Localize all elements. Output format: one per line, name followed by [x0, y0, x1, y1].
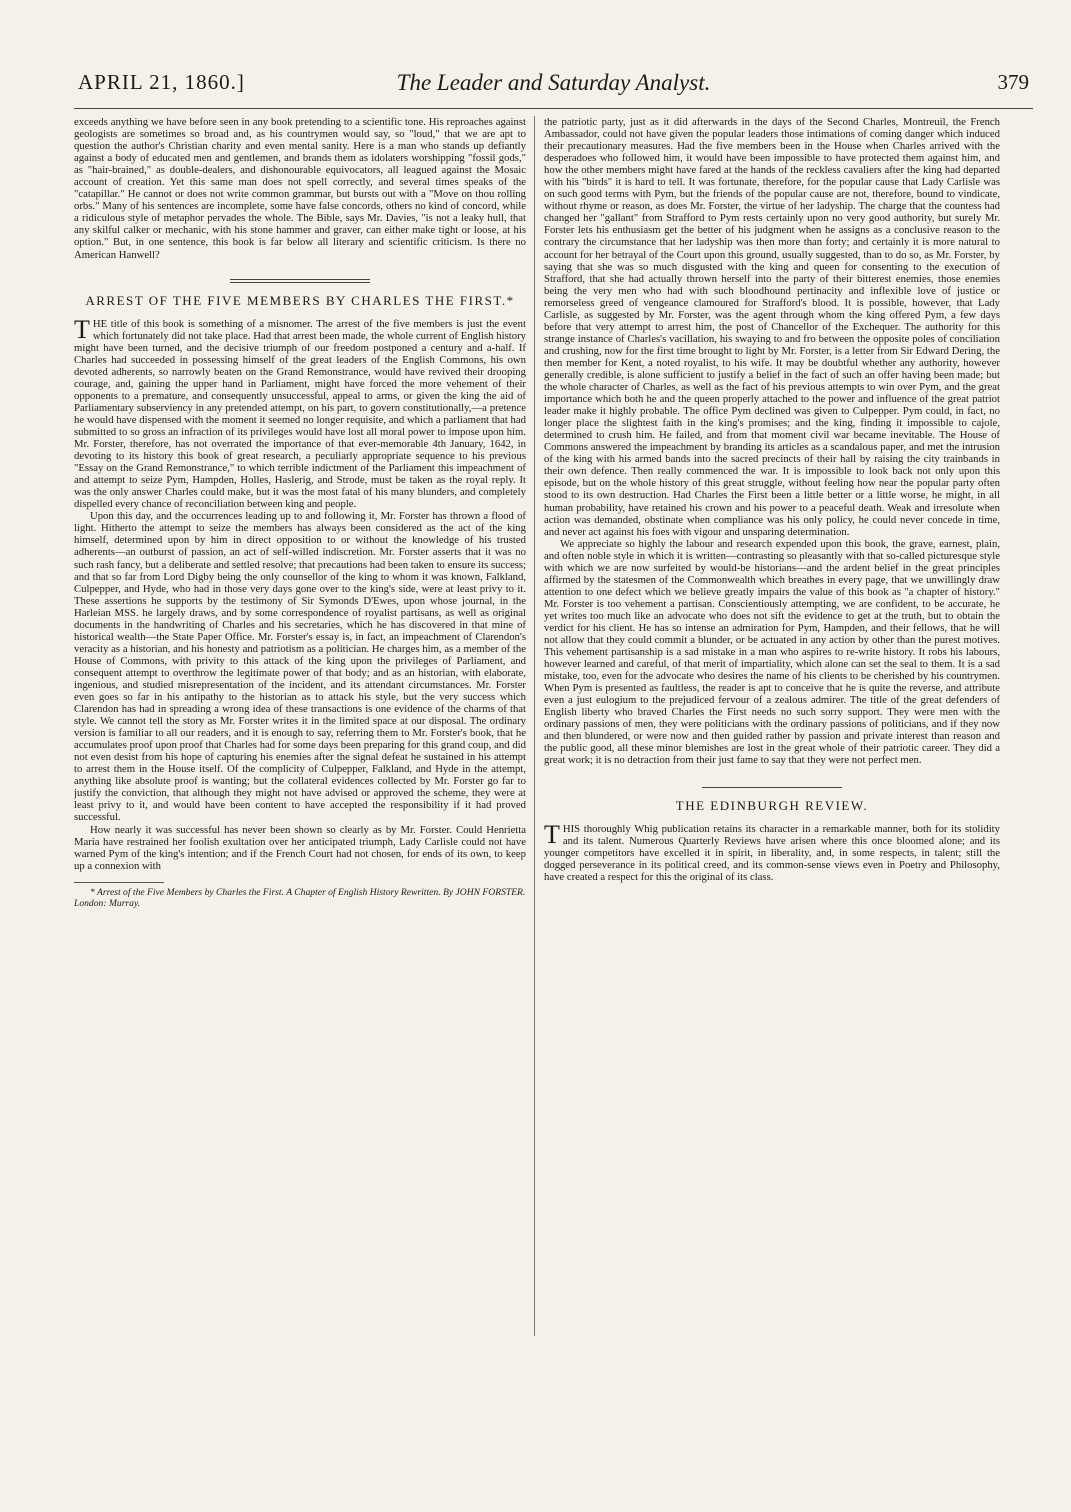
paragraph-text: HIS thoroughly Whig publication retains its character in a remarkable manner, both for its stolidity and its talent. Numerous Quarterly Reviews have arisen where this once bloomed alone; and its younger competitors have excelled it in spirit, in liberality, and, in some respects, in talent; still the dogged perseverance in its political creed, and its common-sense views even in Poetry and Philosophy, have created a respect for this the original of its class. — [544, 822, 1000, 883]
section-divider — [702, 787, 842, 788]
page-number: 379 — [997, 70, 1029, 94]
publication-title: The Leader and Saturday Analyst. — [396, 70, 711, 95]
left-column — [74, 116, 526, 1498]
continued-paragraph: the patriotic party, just as it did afterwards in the days of the Second Charles, Montreuil, the French Ambassador, could not have given the popular leaders those intimations of coming danger which induced their precautionary measures. Had the five members been in the House when Charles arrived with the desperadoes who followed him, it would have been impossible to have protected them against him, and how the other members might have fared at the hands of the reckless cavaliers after the king had departed with his "birds" it is hard to tell. It was fortunate, therefore, for the popular cause that Lady Carlisle was on such good terms with Pym, but the friends of the popular cause are not, therefore, bound to vindicate, without rhyme or reason, as does Mr. Forster, the virtue of her ladyship. The charge that the countess had changed her "gallant" from Strafford to Pym rests certainly upon no very good authority, but surely Mr. Forster lets his enthusiasm get the better of his judgment when he assigns as a conclusive reason to the contrary the circumstance that her ladyship was then more than forty; and certainly it is more natural to account for her betrayal of the Court upon this ground, usually suggested, than to do so, as Mr. Forster, by saying that she was so much disgusted with the king and queen for consenting to the execution of Strafford, that she had actually thrown herself into the party of their bitterest enemies, those enemies being the very men who had with such bloodhound pertinacity and inflexible love of justice or remorseless greed of vengeance clamoured for Strafford's blood. It is possible, however, that Lady Carlisle, as suggested by Mr. Forster, was the agent through whom the king offered Pym, a few days before that very attempt to arrest him, the post of Chancellor of the Exchequer. The authority for this strange instance of Charles's vacillation, his swaying to and fro between the opposite poles of conciliation and crushing, now for the first time brought to light by Mr. Forster, is a letter from Sir Edward Dering, the then member for Kent, a noted royalist, to his wife. It may be doubtful whether any authority, however generally credible, is alone sufficient to justify a belief in the fact of such an offer having been made; but the whole character of Charles, as well as the fact of his previous attempts to win over Pym, and the great importance which both he and the queen properly attached to the power and influence of the great patriot leader make it highly probable. The office Pym declined was given to Culpepper. Pym could, in fact, no longer place the slightest faith in the king's promises; and the king, finding it impossible to cajole, determined to crush him. He failed, and from that moment civil war became inevitable. The House of Commons answered the impeachment by branding its articles as a scandalous paper, and met the intrusion of the king with his armed bands into the sacred precincts of their hall by raising the city trainbands in their own defence. Then really commenced the war. It is impossible to look back not only upon this episode, but on the whole history of this great struggle, without feeling how near the popular party often stood to its own destruction. Had Charles the First been a little better or a little worse, he might, in all human probability, have retained his crown and his power to a peaceful death. Weak and irresolute when action was demanded, obstinate when compliance was his only policy, he could never concede in time, and never act against his foes with vigour and unsparing determination. — [544, 116, 1000, 538]
footnote-rule — [74, 882, 164, 883]
column-divider — [534, 116, 535, 1336]
drop-cap: T — [544, 819, 560, 849]
right-column — [544, 116, 1000, 1498]
continued-paragraph: exceeds anything we have before seen in any book pretending to a scientific tone. His reproaches against geologists are sometimes so broad and, as his countrymen would say, so "loud," that we are apt to question the author's Christian charity and even mental sanity. Here is a man who stands up defiantly against a body of educated men and gentlemen, and brands them as idolaters worshipping "fossil gods," as "hair-brained," as double-dealers, and dishonourable equivocators, all leagued against the Mosaic account of creation. Yet this same man does not spell correctly, and several times speaks of the "catapillar." He cannot or does not write common grammar, but bursts out with a "Move on thou rolling orbs." Many of his sentences are incomplete, some have false concords, others no kind of concord, while a ridiculous style of metaphor pervades the whole. The Bible, says Mr. Davies, "is not a leaky hull, that any skilful calker or mechanic, with his stone hammer and graver, can either make tight or loose, at his option." But, in one sentence, this book is far below all literary and scientific criticism. Is there no American Hanwell? — [74, 116, 526, 261]
page-header — [78, 70, 1029, 104]
article-paragraph — [74, 314, 526, 511]
paragraph-text: HE title of this book is something of a misnomer. The arrest of the five members is just the event which fortunately did not take place. Had that arrest been made, the whole current of English history might have been turned, and the decisive triumph of our freedom postponed a century and a-half. If Charles had succeeded in possessing himself of the great leaders of the English Commons, his own devoted adherents, so narrowly beaten on the Grand Remonstrance, would have revived their drooping courage, and, gaining the upper hand in Parliament, might have forced the more vehement of their opponents to a premature, and consequently unsuccessful, appeal to arms, or given the king the aid of Parliamentary subserviency in any pretended attempt, on his part, to govern constitutionally,—a pretence he would have dispensed with the moment it seemed no longer requisite, and which a parliament that had submitted to so gross an infraction of its privileges would have lost all moral power to impose upon him. Mr. Forster, therefore, has not overrated the importance of that ever-memorable 4th January, 1642, in devoting to its history this book of great research, a peculiarly appropriate sequence to his previous "Essay on the Grand Remonstrance," to which terrible indictment of the Parliament this impeachment of and attempt to seize Pym, Hampden, Holles, Haslerig, and Strode, must be taken as the royal reply. It was the only answer Charles could make, but it was the most fatal of his many blunders, and completely dispelled every chance of reconciliation between king and people. — [74, 317, 526, 511]
article-paragraph — [544, 819, 1000, 883]
issue-date: APRIL 21, 1860.] — [78, 70, 245, 94]
article-title-edinburgh: THE EDINBURGH REVIEW. — [675, 797, 869, 813]
footnote: * Arrest of the Five Members by Charles the First. A Chapter of English History Rewritten. By JOHN FORSTER. London: Murray. — [74, 886, 526, 909]
article-title-arrest: ARREST OF THE FIVE MEMBERS BY CHARLES THE FIRST.* — [85, 292, 515, 308]
article-paragraph: Upon this day, and the occurrences leading up to and following it, Mr. Forster has thrown a flood of light. Hitherto the attempt to seize the members has always been considered as the act of the king himself, determined upon by him in direct opposition to or without the knowledge of his trusted adherents—an outburst of passion, an act of self-willed indiscretion. Mr. Forster asserts that it was no such rash fancy, but a deliberate and settled resolve; that precautions had been taken to ensure its success; and that so far from Lord Digby being the only counsellor of the king to whom it was known, Falkland, Culpepper, and Hyde, who had in those very days gone over to the king's side, were at least privy to it. These assertions he supports by the testimony of Sir Symonds D'Ewes, upon whose journal, in the Harleian MSS. he largely draws, and by some correspondence of royalist partisans, as well as original documents in the handwriting of Charles and his secretaries, which he has discovered in that mine of historical wealth—the State Paper Office. Mr. Forster's essay is, in fact, an impeachment of Clarendon's veracity as a historian, and his honesty and patriotism as a politician. He charges him, as a member of the House of Commons, with privity to this attack of the king upon the privileges of Parliament, and consequent attempt to overthrow the legitimate power of that body; and as an historian, with elaborate, ingenious, and studied misrepresentation of the incident, and its attendant circumstances. Mr. Forster even goes so far in his antipathy to the historian as to attack his style, but the very success which Clarendon has had in spreading a wrong idea of these transactions is one evidence of the charms of that style. We cannot tell the story as Mr. Forster writes it in the limited space at our disposal. The ordinary version is familiar to all our readers, and it is enough to say, referring them to Mr. Forster's book, that he accumulates proof upon proof that Charles had for some days been preparing for this grand coup, and did not even desist from his hope of capturing his enemies after the signal defeat he sustained in his attempt to arrest them in the House itself. Of the complicity of Culpepper, Falkland, and Hyde in the attempt, anything like absolute proof is wanting; but the collateral evidences collected by Mr. Forster go far to justify the conviction, that although they might not have advised or approved the scheme, they were at least privy to it, and would have been content to have accepted the responsibility if it had proved successful. — [74, 510, 526, 824]
header-rule — [74, 108, 1033, 109]
article-paragraph: How nearly it was successful has never been shown so clearly as by Mr. Forster. Could Henrietta Maria have restrained her foolish exultation over her anticipated triumph, Lady Carlisle could not have warned Pym of the king's intention; and if the French Court had not chosen, for ends of its own, to keep up a connexion with — [74, 823, 526, 872]
article-paragraph: We appreciate so highly the labour and research expended upon this book, the grave, earnest, plain, and often noble style in which it is written—contrasting so pleasantly with that so-called picturesque style with which we are now surfeited by would-be historians—and the ardent belief in the great principles affirmed by the statesmen of the Commonwealth which breathes in every page, that we unwillingly draw attention to one defect which we believe greatly impairs the value of this book as "a chapter of history." Mr. Forster is too vehement a partisan. Conscientiously attempting, we are confident, to be accurate, he yet writes too much like an advocate who does not sift the evidence to get at the truth, but to obtain the verdict for his client. He has so intense an admiration for Pym, Hampden, and their fellows, that he will not allow that they could commit a blunder, or be actuated in any action by other than the purest motives. This vehement partisanship is a sad mistake in a man who aspires to re-write history. It robs his labours, however learned and careful, of that merit of impartiality, which alone can set the seal to them. It is a sad mistake, too, even for the advocate who desires the name of his clients to be cherished by his countrymen. When Pym is presented as faultless, the reader is apt to conceive that he is quite the reverse, and attribute even a just eulogium to the prejudiced fervour of a zealous admirer. The title of the great defenders of English liberty who braved Charles the First needs no such sorry support. They were men with the ordinary passions of men, they were politicians with the ordinary passions of politicians, and if they now and then blundered, or were now and then guided rather by passion and private interest than reason and the public good, all these minor blemishes are lost in the great whole of their patriotic career. They did a great work; it is no detraction from their just fame to say that they were not perfect men. — [544, 537, 1000, 767]
drop-cap: T — [74, 314, 90, 344]
section-divider — [230, 279, 370, 283]
